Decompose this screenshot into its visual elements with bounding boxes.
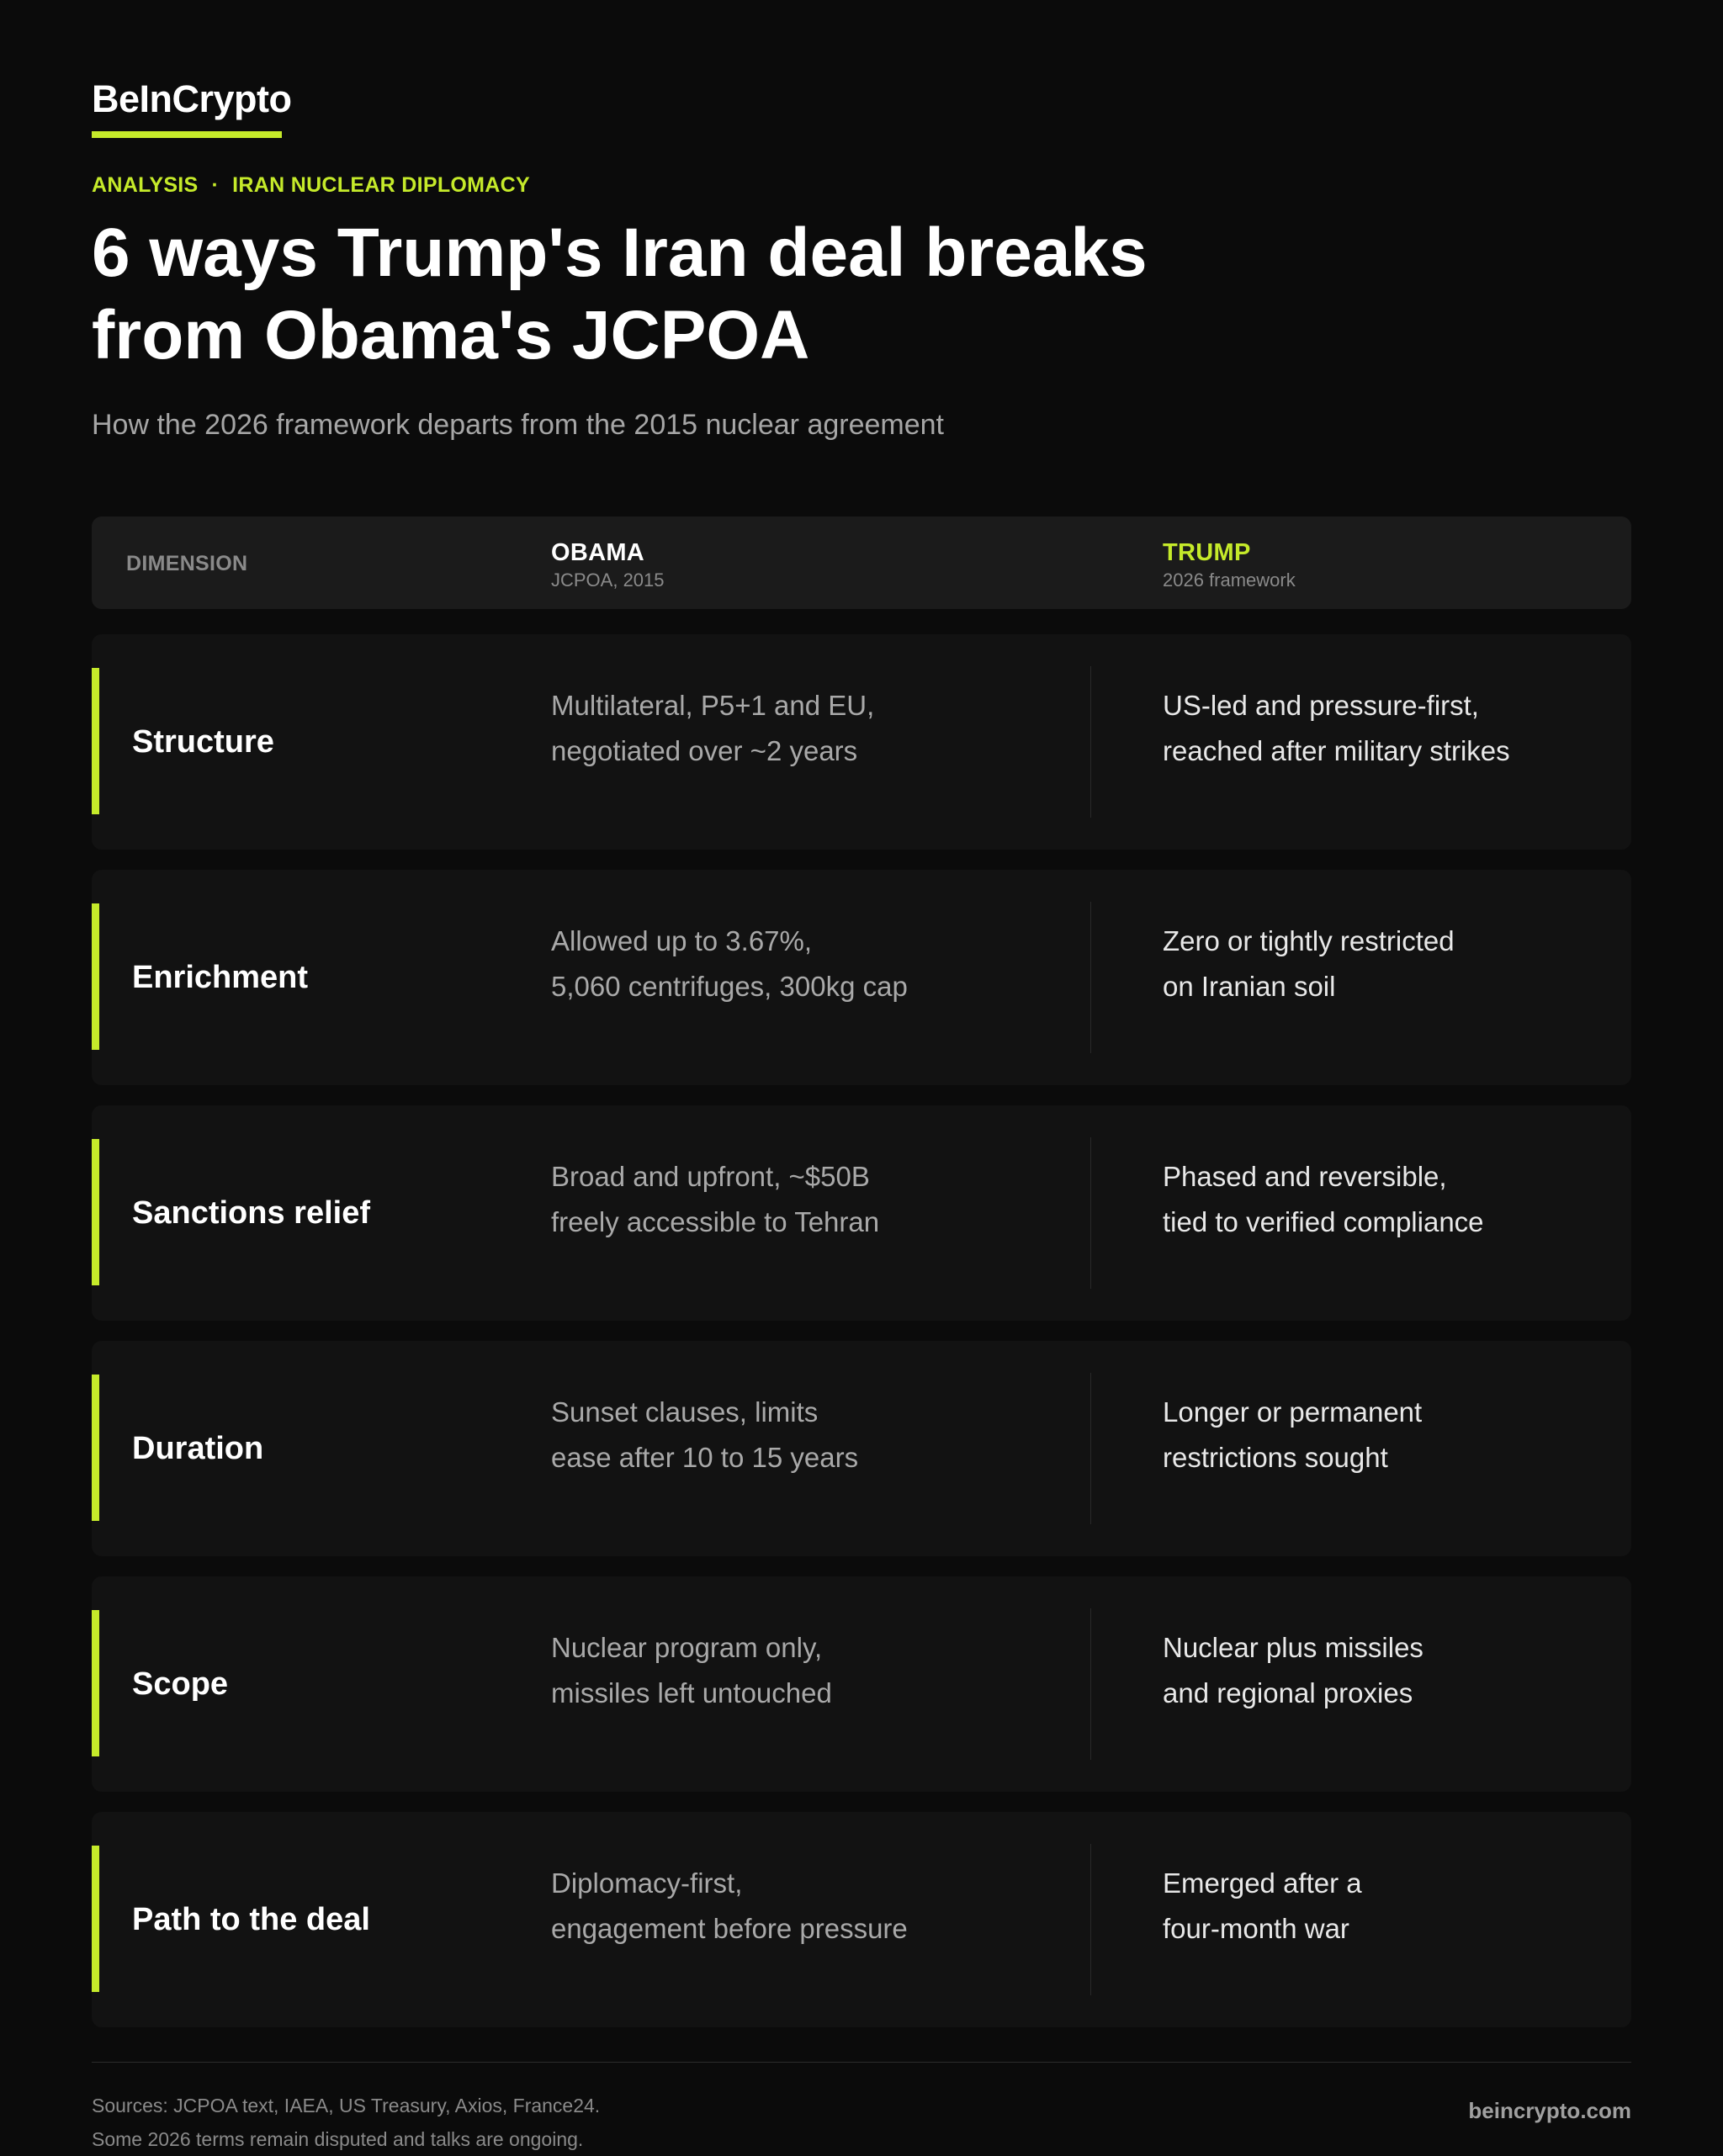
kicker-topic: IRAN NUCLEAR DIPLOMACY xyxy=(232,173,530,197)
row-divider xyxy=(1090,1373,1091,1524)
header-dimension: DIMENSION xyxy=(126,552,248,575)
footer-divider xyxy=(92,2062,1631,2063)
kicker-section: ANALYSIS xyxy=(92,173,199,197)
brand-logo: BeInCrypto xyxy=(92,77,292,120)
row-divider xyxy=(1090,666,1091,818)
row-obama-cell: Nuclear program only, missiles left untouched xyxy=(551,1632,832,1708)
row-trump-cell: Emerged after a four-month war xyxy=(1163,1867,1362,1944)
table-row-structure xyxy=(92,634,1631,850)
header-obama-title: OBAMA xyxy=(551,539,645,566)
row-obama-cell: Sunset clauses, limits ease after 10 to 15 years xyxy=(551,1396,859,1473)
row-divider xyxy=(1090,902,1091,1053)
row-dimension: Sanctions relief xyxy=(132,1195,370,1231)
row-dimension: Path to the deal xyxy=(132,1901,370,1937)
header-trump-sub: 2026 framework xyxy=(1163,569,1296,591)
table-row-path-to-the-deal xyxy=(92,1812,1631,2027)
row-dimension: Scope xyxy=(132,1666,229,1702)
header-trump-title: TRUMP xyxy=(1163,539,1251,566)
header-obama xyxy=(551,538,665,592)
kicker-separator: · xyxy=(211,173,220,197)
row-accent-bar xyxy=(92,668,99,814)
subtitle: How the 2026 framework departs from the 2015 nuclear agreement xyxy=(92,409,944,441)
row-obama-cell: Diplomacy-first, engagement before pressure xyxy=(551,1867,908,1944)
row-accent-bar xyxy=(92,1139,99,1285)
kicker xyxy=(92,173,530,198)
row-dimension: Structure xyxy=(132,723,274,760)
row-accent-bar xyxy=(92,1846,99,1992)
row-dimension: Duration xyxy=(132,1430,264,1466)
row-obama-cell: Broad and upfront, ~$50B freely accessible to Tehran xyxy=(551,1161,880,1237)
brand-underline xyxy=(92,131,282,138)
row-accent-bar xyxy=(92,1375,99,1521)
footer-sources: Sources: JCPOA text, IAEA, US Treasury, Axios, France24. Some 2026 terms remain disputed and talks are ongoing. xyxy=(92,2095,601,2150)
row-trump-cell: US-led and pressure-first, reached after military strikes xyxy=(1163,690,1510,766)
row-accent-bar xyxy=(92,1610,99,1756)
row-obama-cell: Multilateral, P5+1 and EU, negotiated over ~2 years xyxy=(551,690,875,766)
row-trump-cell: Nuclear plus missiles and regional proxies xyxy=(1163,1632,1423,1708)
row-divider xyxy=(1090,1608,1091,1760)
table-row-scope xyxy=(92,1576,1631,1792)
footer-site: beincrypto.com xyxy=(1468,2098,1631,2123)
table-row-sanctions-relief xyxy=(92,1105,1631,1321)
row-divider xyxy=(1090,1137,1091,1289)
header-trump xyxy=(1163,538,1296,592)
header-obama-sub: JCPOA, 2015 xyxy=(551,569,665,591)
table-header xyxy=(92,516,1631,609)
row-obama-cell: Allowed up to 3.67%, 5,060 centrifuges, 300kg cap xyxy=(551,925,908,1002)
row-dimension: Enrichment xyxy=(132,959,309,995)
row-trump-cell: Zero or tightly restricted on Iranian soil xyxy=(1163,925,1455,1002)
row-accent-bar xyxy=(92,903,99,1050)
table-row-enrichment xyxy=(92,870,1631,1085)
table-row-duration xyxy=(92,1341,1631,1556)
row-divider xyxy=(1090,1844,1091,1995)
headline: 6 ways Trump's Iran deal breaks from Obama's JCPOA xyxy=(92,215,1148,373)
row-trump-cell: Phased and reversible, tied to verified compliance xyxy=(1163,1161,1484,1237)
row-trump-cell: Longer or permanent restrictions sought xyxy=(1163,1396,1423,1473)
